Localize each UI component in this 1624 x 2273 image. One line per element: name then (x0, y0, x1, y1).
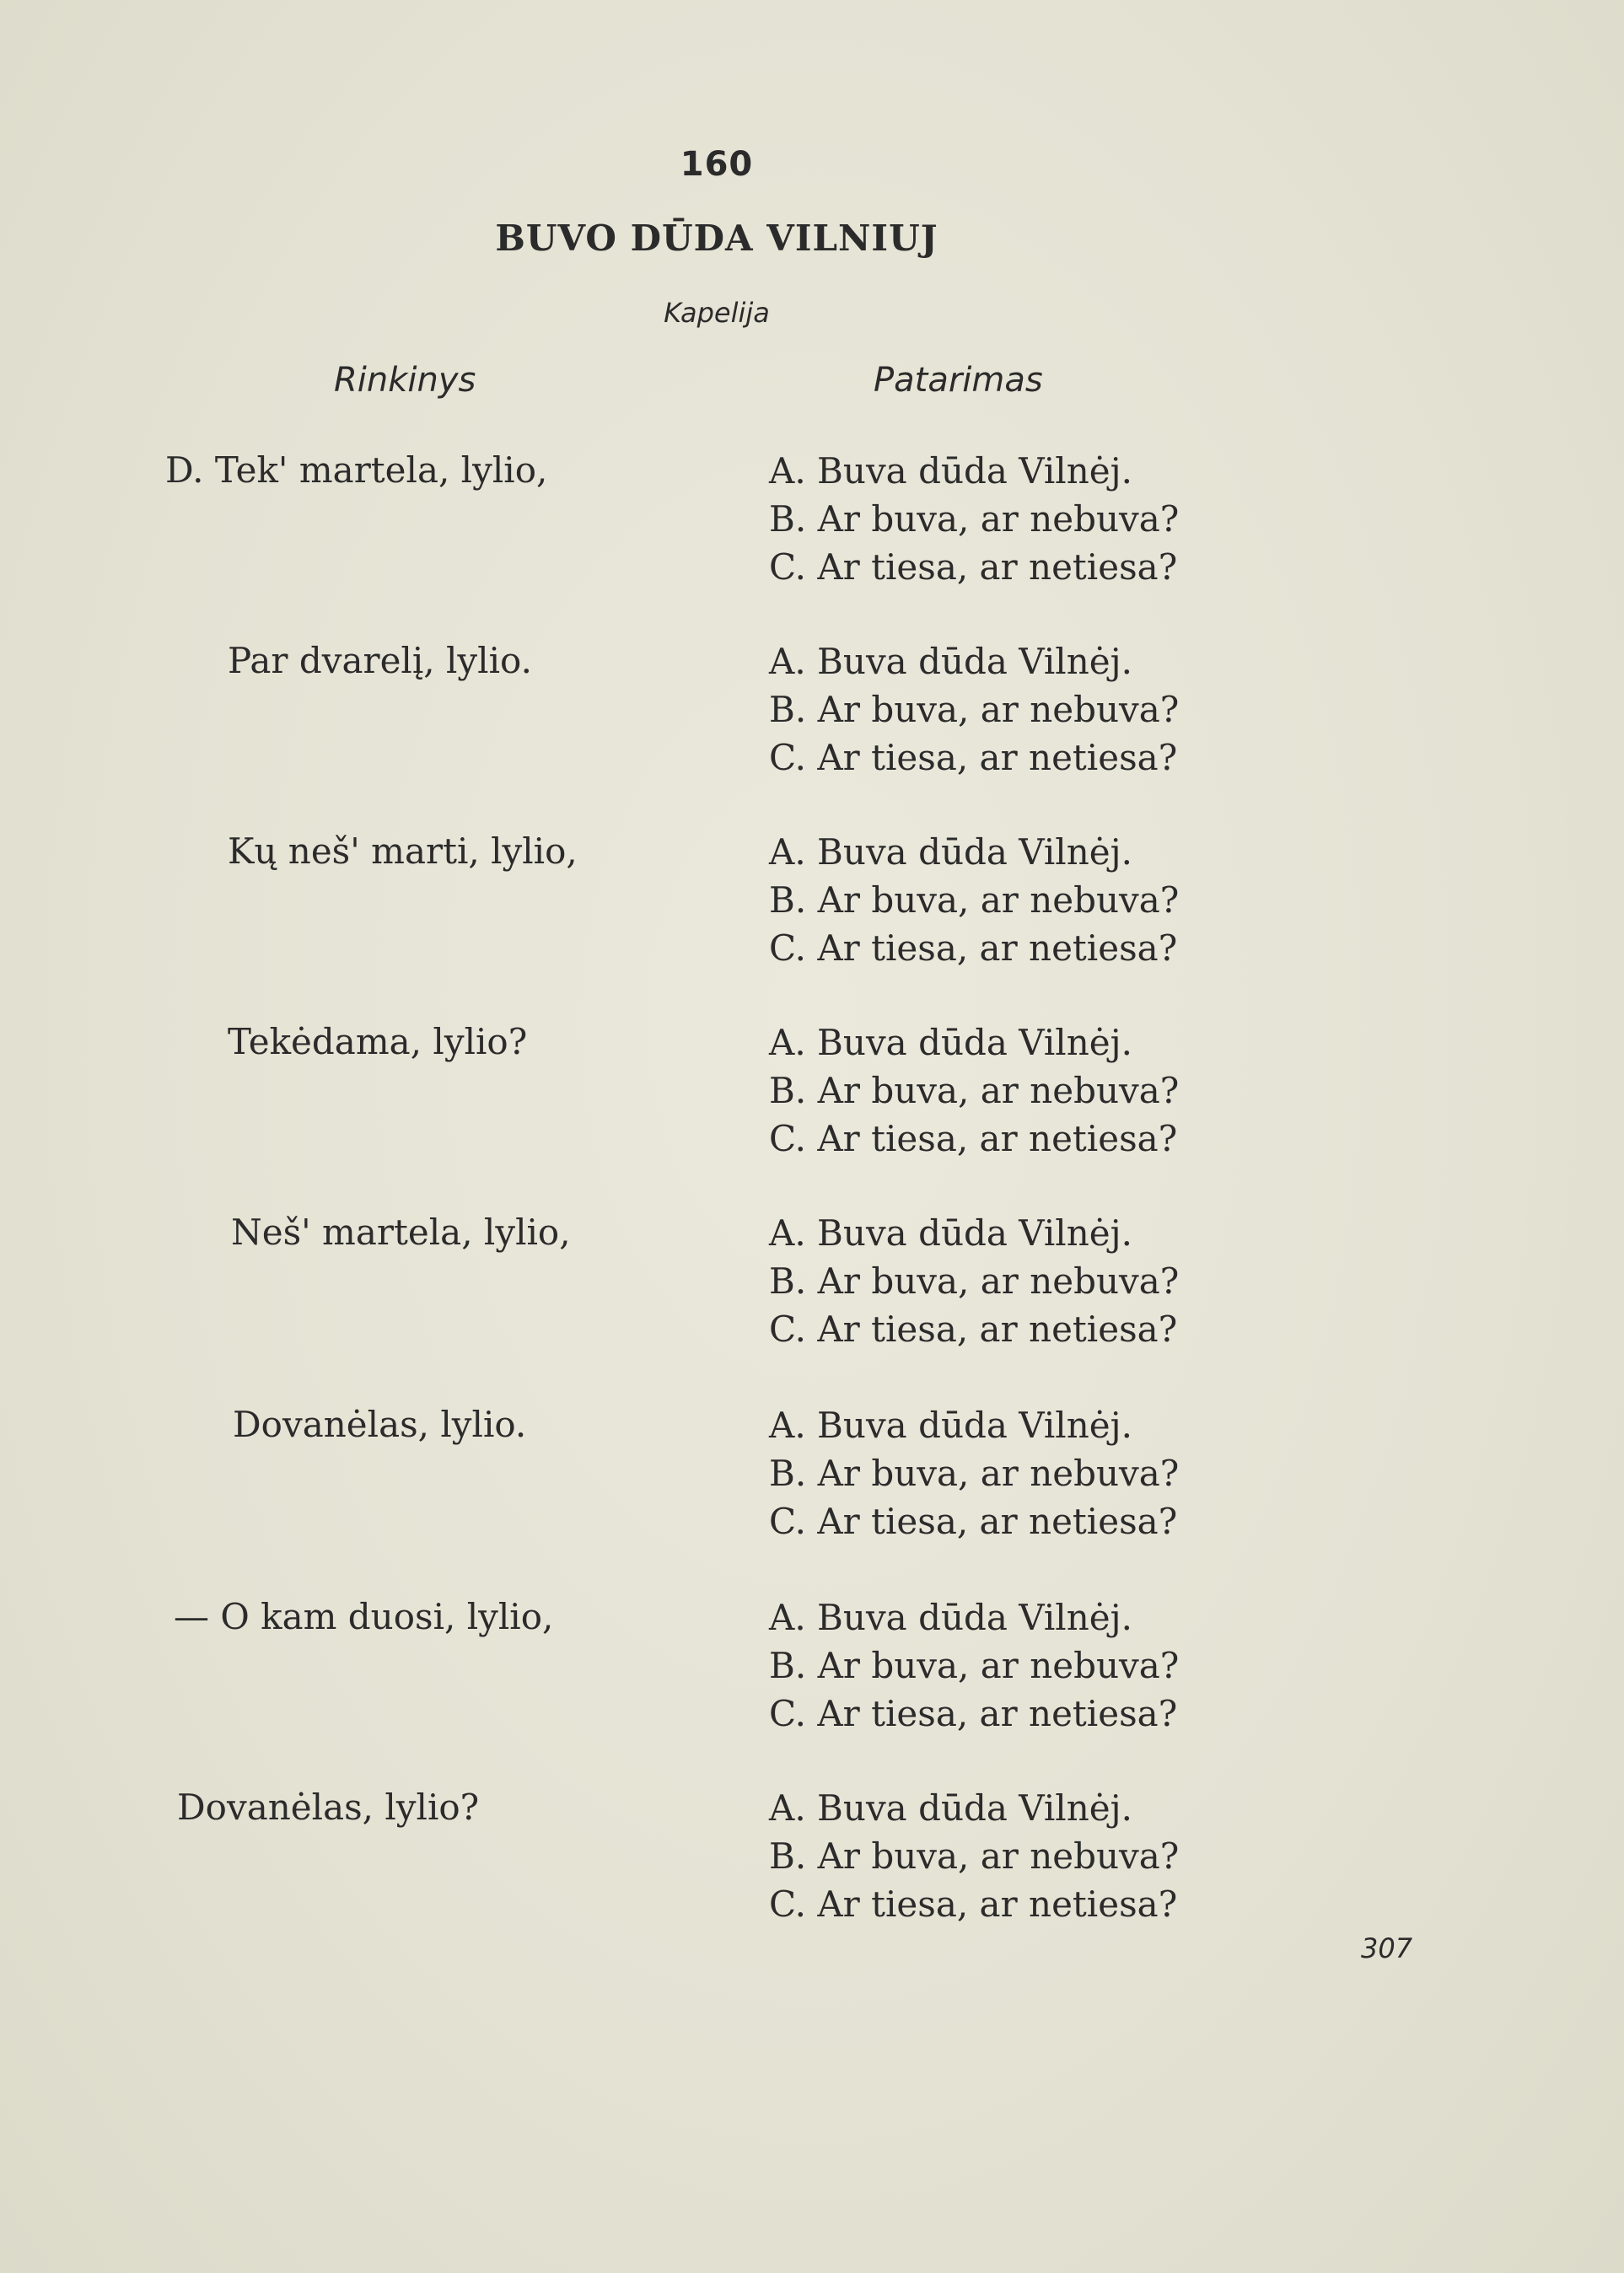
verse (0, 637, 1624, 806)
verse-lead-line: D. Tek' martela, lylio, (165, 449, 548, 491)
verse (0, 1401, 1624, 1570)
refrain-line-a: A. Buva dūda Vilnėj. (769, 831, 1133, 873)
refrain-line-c: C. Ar tiesa, ar netiesa? (769, 1501, 1178, 1542)
verse-lead-line: — O kam duosi, lylio, (174, 1596, 554, 1637)
refrain-line-c: C. Ar tiesa, ar netiesa? (769, 546, 1178, 588)
refrain-line-b: B. Ar buva, ar nebuva? (769, 689, 1180, 730)
song-number: 160 (680, 145, 754, 184)
refrain-line-a: A. Buva dūda Vilnėj. (769, 641, 1133, 682)
verse-refrain (769, 1401, 1179, 1545)
verse-refrain (769, 637, 1179, 782)
verse (0, 447, 1624, 615)
refrain-line-b: B. Ar buva, ar nebuva? (769, 1260, 1180, 1302)
refrain-line-c: C. Ar tiesa, ar netiesa? (769, 1883, 1178, 1925)
refrain-line-b: B. Ar buva, ar nebuva? (769, 1835, 1180, 1877)
verse-refrain (769, 1209, 1179, 1353)
verse-refrain (769, 1593, 1179, 1738)
song-subtitle: Kapelija (664, 297, 770, 329)
verse (0, 1209, 1624, 1378)
verse (0, 828, 1624, 997)
column-header-rinkinys: Rinkinys (334, 361, 476, 400)
song-title: BUVO DŪDA VILNIUJ (495, 218, 938, 259)
verse-lead-line: Par dvarelį, lylio. (228, 640, 532, 681)
verse-lead-line: Neš' martela, lylio, (231, 1212, 571, 1253)
refrain-line-a: A. Buva dūda Vilnėj. (769, 1022, 1133, 1063)
refrain-line-b: B. Ar buva, ar nebuva? (769, 1070, 1180, 1111)
verse (0, 1593, 1624, 1762)
column-header-patarimas: Patarimas (874, 361, 1043, 400)
refrain-line-c: C. Ar tiesa, ar netiesa? (769, 927, 1178, 969)
refrain-line-b: B. Ar buva, ar nebuva? (769, 879, 1180, 921)
verse-lead-line: Dovanėlas, lylio. (233, 1404, 527, 1445)
refrain-line-c: C. Ar tiesa, ar netiesa? (769, 1308, 1178, 1350)
verse (0, 1018, 1624, 1187)
refrain-line-a: A. Buva dūda Vilnėj. (769, 1212, 1133, 1254)
page-number: 307 (1361, 1932, 1413, 1964)
verse-refrain (769, 1018, 1179, 1163)
verse-refrain (769, 828, 1179, 972)
refrain-line-c: C. Ar tiesa, ar netiesa? (769, 1118, 1178, 1159)
verse-lead-line: Tekėdama, lylio? (228, 1021, 528, 1062)
refrain-line-a: A. Buva dūda Vilnėj. (769, 1787, 1133, 1829)
verse (0, 1784, 1624, 1953)
verse-refrain (769, 447, 1179, 591)
verse-lead-line: Dovanėlas, lylio? (177, 1787, 480, 1828)
refrain-line-c: C. Ar tiesa, ar netiesa? (769, 737, 1178, 778)
refrain-line-a: A. Buva dūda Vilnėj. (769, 1405, 1133, 1446)
refrain-line-b: B. Ar buva, ar nebuva? (769, 498, 1180, 540)
refrain-line-a: A. Buva dūda Vilnėj. (769, 450, 1133, 492)
refrain-line-b: B. Ar buva, ar nebuva? (769, 1645, 1180, 1686)
refrain-line-b: B. Ar buva, ar nebuva? (769, 1453, 1180, 1494)
refrain-line-a: A. Buva dūda Vilnėj. (769, 1597, 1133, 1638)
refrain-line-c: C. Ar tiesa, ar netiesa? (769, 1693, 1178, 1734)
verse-refrain (769, 1784, 1179, 1928)
verse-lead-line: Kų neš' marti, lylio, (228, 830, 578, 872)
